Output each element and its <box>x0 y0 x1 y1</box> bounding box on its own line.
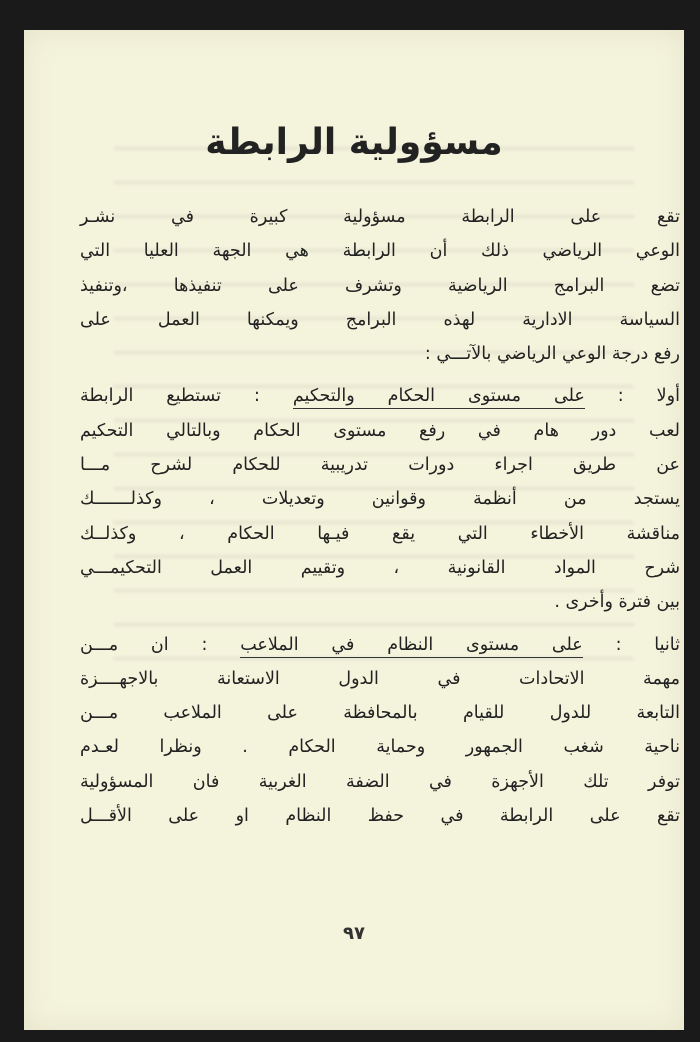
section-prefix: أولا : <box>617 386 680 407</box>
body-text <box>80 200 680 833</box>
text-line: لعب دور هام في رفع مستوى الحكام وبالتالي التحكيم <box>80 420 680 441</box>
text-line: تقع على الرابطة مسؤولية كبيرة في نشـر <box>80 207 680 227</box>
text-line: رفع درجة الوعي الرياضي بالآتـــي : <box>424 344 680 365</box>
text-line: تقع على الرابطة في حفظ النظام او على الأقـــل <box>80 806 680 827</box>
text-line: مهمة الاتحادات في الدول الاستعانة بالاجهــــزة <box>80 668 680 689</box>
text-line: تضع البرامج الرياضية وتشرف على تنفيذها ،وتنفيذ <box>80 275 680 296</box>
section-heading-line <box>80 628 680 662</box>
text-line: عن طريق اجراء دورات تدريبية للحكام لشرح مـــا <box>80 455 680 476</box>
page-title: مسؤولية الرابطة <box>205 122 503 163</box>
text-line: يستجد من أنظمة وقوانين وتعديلات ، وكذلـــــــك <box>80 489 680 510</box>
page-number: ٩٧ <box>343 923 365 944</box>
intro-paragraph <box>80 200 680 371</box>
text-line: ناحية شغب الجمهور وحماية الحكام . ونظرا لعـدم <box>80 737 680 758</box>
section-heading: على مستوى الحكام والتحكيم <box>293 386 585 409</box>
section-prefix: ثانيا : <box>615 634 680 655</box>
book-page <box>24 30 684 1030</box>
section-order-paragraph <box>80 628 680 834</box>
text-line: الوعي الرياضي ذلك أن الرابطة هي الجهة العليا التي <box>80 241 680 262</box>
text-line: شرح المواد القانونية ، وتقييم العمل التحكيمـــي <box>80 557 680 578</box>
section-heading-line <box>80 379 680 413</box>
text-line: مناقشة الأخطاء التي يقع فيـها الحكام ، وكذلــك <box>80 523 680 544</box>
section-judges-paragraph <box>80 379 680 619</box>
section-heading: على مستوى النظام في الملاعب <box>240 635 583 658</box>
text-line: التابعة للدول للقيام بالمحافظة على الملاعب مـــن <box>80 703 680 724</box>
text-line: السياسة الادارية لهذه البرامج ويمكنها العمل على <box>80 309 680 330</box>
section-heading-rest: : تستطيع الرابطة <box>80 386 260 407</box>
text-line: توفر تلك الأجهزة في الضفة الغربية فان المسؤولية <box>80 771 680 792</box>
section-heading-rest: : ان مـــن <box>80 634 208 655</box>
text-line: بين فترة وأخرى . <box>554 592 680 613</box>
